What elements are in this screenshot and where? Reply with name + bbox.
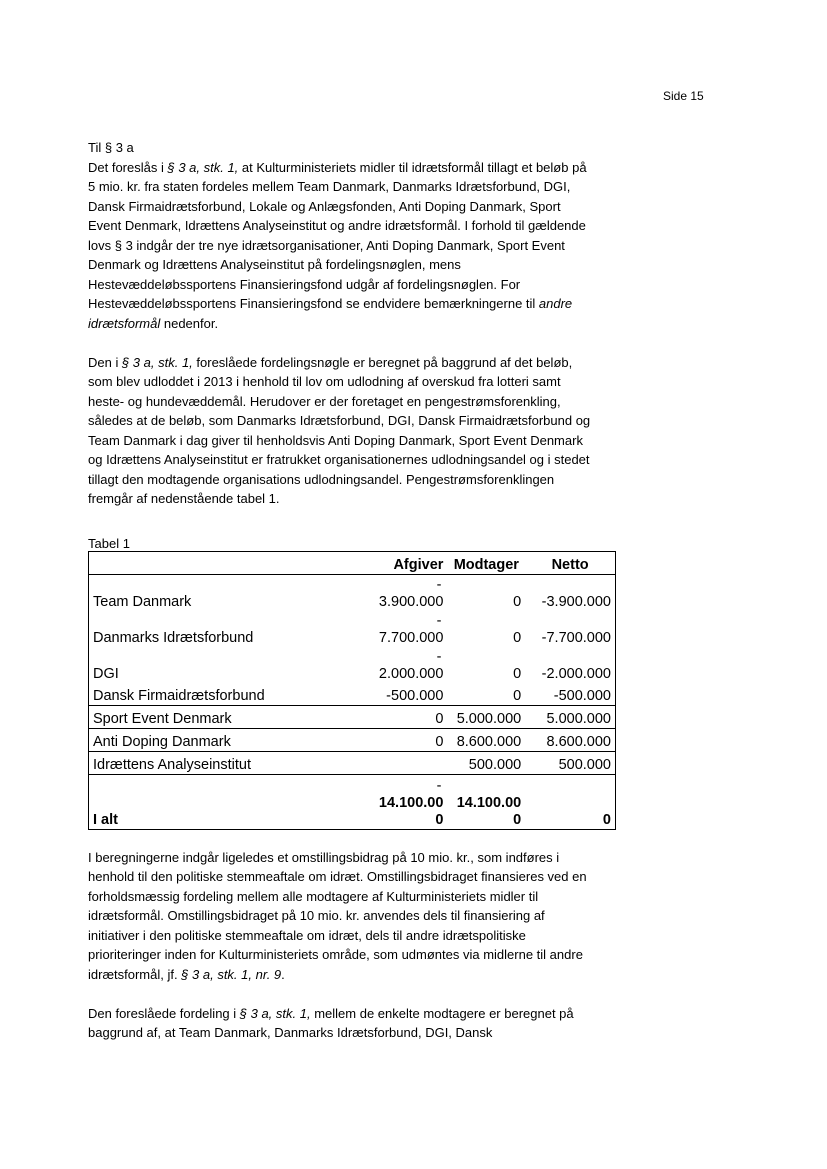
text-run: Dansk Firmaidrætsforbund, Lokale og Anlægsfonden, Anti Doping Danmark, Sport bbox=[88, 198, 561, 214]
text-run: således at de beløb, som Danmarks Idrætsforbund, DGI, Dansk Firmaidrætsforbund og bbox=[88, 413, 591, 428]
table-header-row bbox=[89, 551, 616, 574]
cell-modtager: 0 bbox=[513, 593, 522, 610]
text-run: Den foreslåede fordeling i bbox=[88, 1005, 240, 1021]
text-line bbox=[88, 431, 628, 451]
cell-netto: 8.600.000 bbox=[525, 728, 615, 751]
text-line bbox=[88, 450, 628, 470]
cell-netto: 500.000 bbox=[525, 751, 615, 774]
text-line bbox=[88, 887, 628, 907]
cell-netto: -3.900.000 bbox=[541, 593, 611, 610]
dash-mark: - bbox=[436, 648, 442, 665]
table-row bbox=[89, 647, 616, 683]
text-line bbox=[88, 275, 628, 295]
header-netto: Netto bbox=[525, 551, 615, 574]
legal-reference: § 3 a, stk. 1, bbox=[121, 354, 193, 370]
table-caption: Tabel 1 bbox=[88, 535, 130, 551]
afgiver-value: 0 bbox=[435, 733, 444, 750]
table-row bbox=[89, 705, 616, 728]
page-number: Side 15 bbox=[663, 89, 704, 103]
text-line bbox=[88, 372, 628, 392]
afgiver-value: 2.000.000 bbox=[378, 665, 444, 682]
dash-mark: - bbox=[436, 777, 442, 794]
text-line bbox=[88, 926, 628, 946]
paragraph-intro bbox=[88, 158, 628, 334]
total-afgiver-line1: 14.100.00 bbox=[378, 794, 444, 811]
text-run: Event Denmark, Idrættens Analyseinstitut og andre idrætsformål. I forhold til gældende bbox=[88, 218, 586, 233]
text-run: foreslåede fordelingsnøgle er beregnet på baggrund af det beløb, bbox=[192, 354, 573, 370]
text-line bbox=[88, 906, 628, 926]
text-run: lovs § 3 indgår der tre nye idrætsorganisationer, Anti Doping Danmark, Sport Event bbox=[88, 237, 565, 253]
text-line bbox=[88, 236, 628, 256]
paragraph-omstillingsbidrag bbox=[88, 848, 628, 985]
text-run: fremgår af nedenstående tabel 1. bbox=[88, 491, 280, 506]
text-line bbox=[88, 353, 628, 373]
text-line bbox=[88, 867, 628, 887]
text-line bbox=[88, 314, 628, 334]
text-line bbox=[88, 255, 628, 275]
text-run: I beregningerne indgår ligeledes et omstillingsbidrag på 10 mio. kr., som indføres i bbox=[88, 849, 560, 865]
row-name: Anti Doping Danmark bbox=[89, 728, 354, 751]
text-line bbox=[88, 411, 628, 431]
text-run: Team Danmark i dag giver til henholdsvis Anti Doping Danmark, Sport Event Denmark bbox=[88, 432, 583, 448]
cell-modtager: 500.000 bbox=[447, 751, 525, 774]
text-run: heste- og hundevæddemål. Herudover er der foretaget en pengestrømsforenkling, bbox=[88, 393, 561, 409]
text-run: . bbox=[281, 966, 285, 982]
table-row bbox=[89, 683, 616, 706]
text-line bbox=[88, 489, 628, 509]
table-1 bbox=[88, 551, 616, 830]
table-row bbox=[89, 751, 616, 774]
text-run: mellem de enkelte modtagere er beregnet på bbox=[310, 1005, 574, 1021]
row-name: Idrættens Analyseinstitut bbox=[89, 751, 354, 774]
text-run: 5 mio. kr. fra staten fordeles mellem Team Danmark, Danmarks Idrætsforbund, DGI, bbox=[88, 179, 571, 194]
total-afgiver-line2: 0 bbox=[435, 811, 444, 828]
text-run: initiativer i den politiske stemmeaftale om idræt, dels til andre idrætspolitiske bbox=[88, 927, 526, 943]
cell-afgiver bbox=[353, 728, 447, 751]
total-afgiver bbox=[353, 774, 447, 829]
legal-reference: § 3 a, stk. 1, nr. 9 bbox=[181, 966, 282, 982]
row-name: Danmarks Idrætsforbund bbox=[93, 629, 254, 646]
document-body bbox=[88, 138, 628, 1043]
table-row bbox=[89, 728, 616, 751]
text-run: Det foreslås i bbox=[88, 159, 168, 175]
row-name: DGI bbox=[93, 665, 119, 682]
afgiver-value: 3.900.000 bbox=[378, 593, 444, 610]
legal-reference: § 3 a, stk. 1, bbox=[239, 1005, 311, 1021]
cell-modtager: 0 bbox=[513, 665, 522, 682]
text-run: og Idrættens Analyseinstitut er fratrukket organisationernes udlodningsandel og i stedet bbox=[88, 452, 590, 467]
cell-afgiver bbox=[353, 647, 447, 683]
cell-netto: -7.700.000 bbox=[541, 629, 611, 646]
afgiver-value: 0 bbox=[435, 710, 444, 727]
text-run: Den i bbox=[88, 354, 122, 370]
cell-modtager: 5.000.000 bbox=[447, 705, 525, 728]
text-line bbox=[88, 177, 628, 197]
text-run: at Kulturministeriets midler til idrætsformål tillagt et beløb på bbox=[238, 159, 587, 175]
text-run: baggrund af, at Team Danmark, Danmarks Idrætsforbund, DGI, Dansk bbox=[88, 1025, 493, 1040]
cell-afgiver bbox=[353, 705, 447, 728]
cell-afgiver bbox=[353, 574, 447, 611]
cell-modtager: 0 bbox=[447, 683, 525, 706]
afgiver-value: -500.000 bbox=[386, 687, 444, 704]
text-line bbox=[88, 216, 628, 236]
cell-modtager: 0 bbox=[513, 629, 522, 646]
cell-afgiver bbox=[353, 751, 447, 774]
paragraph-fordeling bbox=[88, 1004, 628, 1043]
cell-modtager: 8.600.000 bbox=[447, 728, 525, 751]
text-run: forholdsmæssig fordeling mellem alle modtagere af Kulturministeriets midler til bbox=[88, 888, 539, 904]
dash-mark: - bbox=[436, 612, 442, 629]
text-line bbox=[88, 1023, 628, 1043]
legal-reference: andre bbox=[538, 296, 573, 311]
total-netto: 0 bbox=[602, 811, 611, 828]
section-heading: Til § 3 a bbox=[88, 140, 134, 155]
text-run: henhold til den politiske stemmeaftale om idræt. Omstillingsbidraget finansieres ved en bbox=[88, 869, 587, 884]
text-line bbox=[88, 392, 628, 412]
cell-afgiver bbox=[353, 611, 447, 647]
legal-reference: § 3 a, stk. 1, bbox=[167, 159, 239, 175]
text-run: Denmark og Idrættens Analyseinstitut på fordelingsnøglen, mens bbox=[88, 257, 461, 272]
cell-netto: -500.000 bbox=[525, 683, 615, 706]
text-run: Hestevæddeløbssportens Finansieringsfond se endvidere bemærkningerne til bbox=[88, 296, 539, 311]
text-run: tillagt den modtagende organisations udlodningsandel. Pengestrømsforenklingen bbox=[88, 471, 555, 487]
text-line bbox=[88, 197, 628, 217]
row-name: Dansk Firmaidrætsforbund bbox=[89, 683, 354, 706]
row-name: Team Danmark bbox=[93, 593, 192, 610]
header-afgiver: Afgiver bbox=[353, 551, 447, 574]
text-run: idrætsformål, jf. bbox=[88, 966, 182, 982]
dash-mark: - bbox=[436, 576, 442, 593]
row-name: Sport Event Denmark bbox=[89, 705, 354, 728]
total-label: I alt bbox=[93, 811, 118, 828]
text-run: Hestevæddeløbssportens Finansieringsfond udgår af fordelingsnøglen. For bbox=[88, 276, 521, 292]
text-line bbox=[88, 158, 628, 178]
text-run: nedenfor. bbox=[160, 315, 219, 331]
text-line bbox=[88, 470, 628, 490]
table-row bbox=[89, 611, 616, 647]
text-run: prioriteringer inden for Kulturministeriets område, som udmøntes via midlerne til andre bbox=[88, 947, 583, 962]
cell-netto: -2.000.000 bbox=[541, 665, 611, 682]
cell-afgiver bbox=[353, 683, 447, 706]
text-run: idrætsformål. Omstillingsbidraget på 10 mio. kr. anvendes dels til finansiering af bbox=[88, 908, 545, 923]
text-line bbox=[88, 965, 628, 985]
text-line bbox=[88, 294, 628, 314]
text-run: som blev udloddet i 2013 i henhold til lov om udlodning af overskud fra lotteri samt bbox=[88, 374, 561, 389]
legal-reference: idrætsformål bbox=[88, 315, 161, 331]
text-line bbox=[88, 945, 628, 965]
afgiver-value: 7.700.000 bbox=[378, 629, 444, 646]
cell-netto: 5.000.000 bbox=[525, 705, 615, 728]
paragraph-fordelingsnoegle bbox=[88, 353, 628, 509]
header-modtager: Modtager bbox=[447, 551, 525, 574]
table-total-row bbox=[89, 774, 616, 829]
total-modtager bbox=[447, 774, 525, 829]
total-modtager-line2: 0 bbox=[513, 811, 522, 828]
header-cell bbox=[89, 551, 354, 574]
table-row bbox=[89, 574, 616, 611]
total-modtager-line1: 14.100.00 bbox=[456, 794, 522, 811]
text-line bbox=[88, 1004, 628, 1024]
text-line bbox=[88, 848, 628, 868]
